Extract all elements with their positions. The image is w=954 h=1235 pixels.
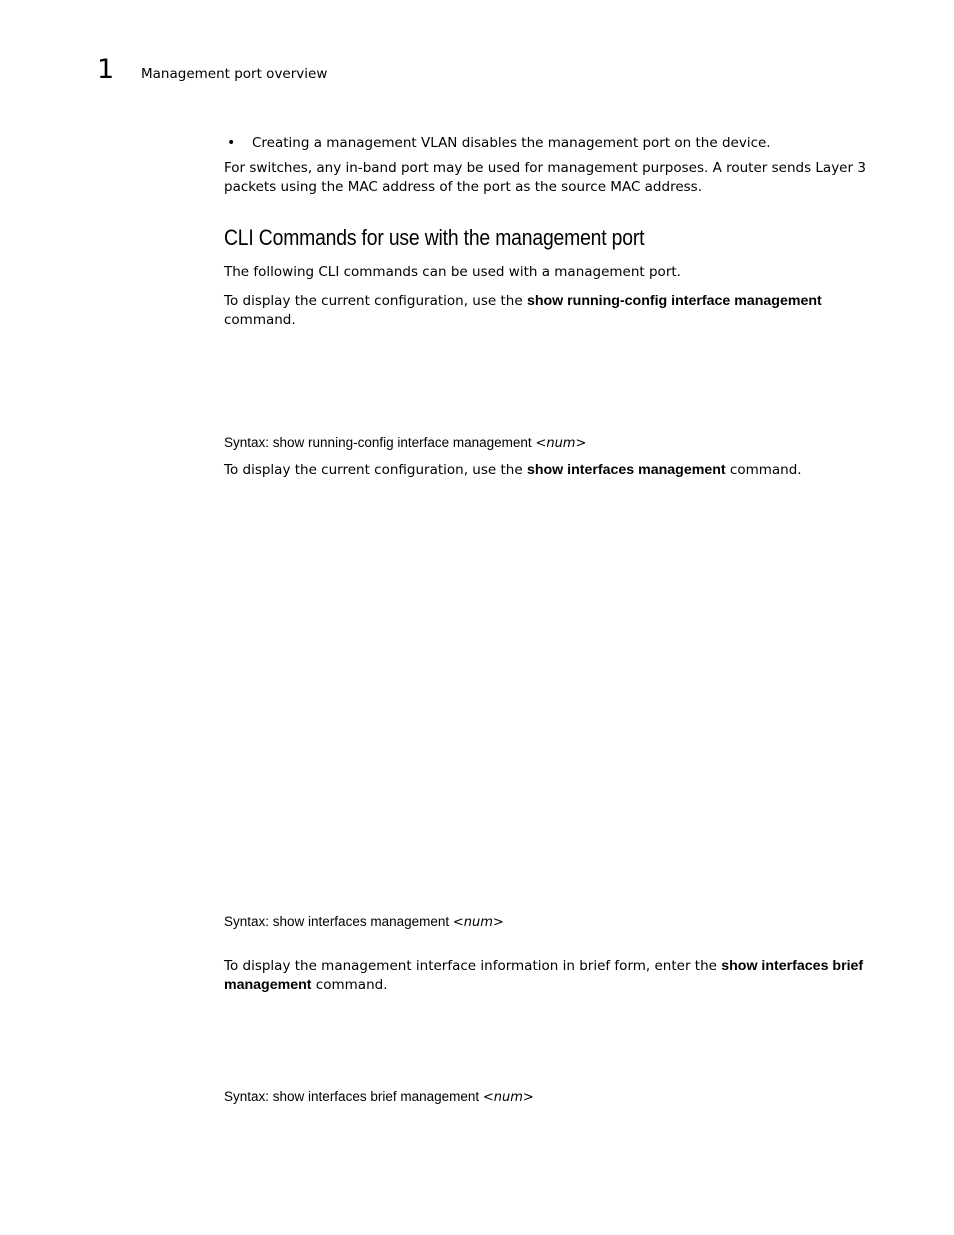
paragraph-brief-line2 — [224, 976, 387, 995]
syntax-argument: <num> — [482, 1090, 534, 1105]
section-heading: CLI Commands for use with the management port — [224, 225, 645, 250]
paragraph-show-interfaces — [224, 461, 802, 480]
syntax-running-config — [224, 434, 586, 453]
paragraph-switches-line2: packets using the MAC address of the port as the source MAC address. — [224, 179, 702, 195]
syntax-show-interfaces — [224, 913, 504, 932]
bullet-item-text: Creating a management VLAN disables the management port on the device. — [252, 135, 771, 151]
paragraph-brief-line1 — [224, 957, 863, 976]
paragraph-show-interfaces-suffix: command. — [725, 462, 802, 478]
syntax-command: show interfaces brief management — [272, 1089, 483, 1104]
command-show-running-config: show running-config interface management — [526, 293, 822, 309]
syntax-argument: <num> — [535, 436, 587, 451]
paragraph-switches-line1: For switches, any in-band port may be used for management purposes. A router sends Layer 3 — [224, 160, 866, 176]
bullet-symbol: • — [227, 135, 236, 151]
paragraph-show-interfaces-prefix: To display the current configuration, use the — [224, 462, 527, 478]
paragraph-intro: The following CLI commands can be used with a management port. — [224, 264, 681, 280]
paragraph-brief-suffix: command. — [311, 977, 388, 993]
syntax-label: Syntax: — [224, 435, 273, 450]
syntax-label: Syntax: — [224, 1089, 273, 1104]
syntax-show-interfaces-brief — [224, 1088, 534, 1107]
paragraph-running-config-prefix: To display the current configuration, use the — [224, 293, 527, 309]
command-show-interfaces-brief: show interfaces brief — [721, 958, 864, 974]
paragraph-brief-prefix: To display the management interface information in brief form, enter the — [224, 958, 722, 974]
syntax-command: show interfaces management — [272, 914, 453, 929]
paragraph-running-config-line2: command. — [224, 312, 296, 328]
command-management: management — [224, 977, 312, 993]
syntax-argument: <num> — [452, 915, 504, 930]
syntax-command: show running-config interface management — [272, 435, 536, 450]
chapter-number: 1 — [97, 54, 115, 85]
paragraph-running-config-line1 — [224, 292, 822, 311]
syntax-label: Syntax: — [224, 914, 273, 929]
command-show-interfaces: show interfaces management — [526, 462, 726, 478]
running-header-title: Management port overview — [141, 66, 328, 82]
